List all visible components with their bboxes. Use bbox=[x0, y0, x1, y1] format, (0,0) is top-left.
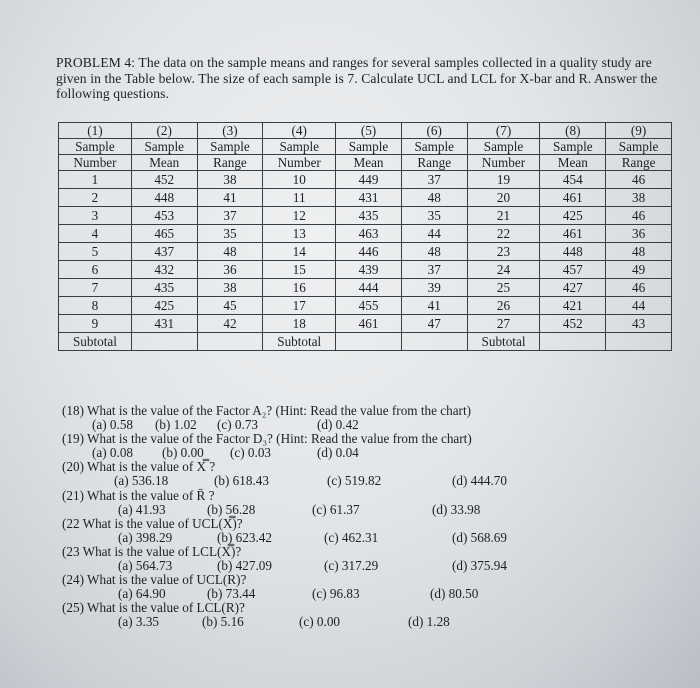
option-c: (c) 96.83 bbox=[312, 586, 360, 602]
header-cell: Sample bbox=[606, 139, 672, 155]
table-row bbox=[59, 189, 672, 207]
table-cell: 15 bbox=[263, 261, 336, 279]
options-23 bbox=[62, 559, 662, 573]
table-cell: 457 bbox=[540, 261, 606, 279]
table-cell: 38 bbox=[197, 279, 263, 297]
subtotal-label: Subtotal bbox=[263, 333, 336, 351]
table-cell: 35 bbox=[197, 225, 263, 243]
subtotal-label: Subtotal bbox=[59, 333, 132, 351]
table-cell: 449 bbox=[336, 171, 402, 189]
table-cell: 455 bbox=[336, 297, 402, 315]
option-a: (a) 0.58 bbox=[92, 417, 134, 433]
header-cell: Sample bbox=[131, 139, 197, 155]
table-cell: 425 bbox=[540, 207, 606, 225]
option-d: (d) 0.04 bbox=[317, 445, 359, 461]
option-d: (d) 0.42 bbox=[317, 417, 359, 433]
table-cell: 452 bbox=[540, 315, 606, 333]
table-cell: 46 bbox=[606, 279, 672, 297]
table-cell: 37 bbox=[197, 207, 263, 225]
table-cell: 21 bbox=[467, 207, 540, 225]
header-cell: (4) bbox=[263, 123, 336, 139]
option-d: (d) 33.98 bbox=[432, 501, 481, 517]
table-cell: 427 bbox=[540, 279, 606, 297]
header-cell: Sample bbox=[197, 139, 263, 155]
option-c: (c) 0.73 bbox=[217, 417, 259, 433]
table-cell: 435 bbox=[336, 207, 402, 225]
option-b: (b) 5.16 bbox=[202, 614, 244, 630]
options-22 bbox=[62, 531, 662, 545]
table-cell: 41 bbox=[197, 189, 263, 207]
table-cell: 19 bbox=[467, 171, 540, 189]
table-cell: 446 bbox=[336, 243, 402, 261]
table-cell bbox=[131, 333, 197, 351]
table-cell: 45 bbox=[197, 297, 263, 315]
header-cell: Mean bbox=[540, 155, 606, 171]
header-cell: Number bbox=[467, 155, 540, 171]
table-cell: 463 bbox=[336, 225, 402, 243]
table-cell: 4 bbox=[59, 225, 132, 243]
question-23: (23 What is the value of LCL(X̿)? bbox=[62, 543, 242, 559]
header-cell: Sample bbox=[540, 139, 606, 155]
question-22: (22 What is the value of UCL(X̿)? bbox=[62, 515, 243, 531]
table-cell: 43 bbox=[606, 315, 672, 333]
header-label-row bbox=[59, 139, 672, 155]
table-cell bbox=[336, 333, 402, 351]
table-cell: 18 bbox=[263, 315, 336, 333]
table-cell: 6 bbox=[59, 261, 132, 279]
table-cell: 37 bbox=[401, 171, 467, 189]
table-cell: 23 bbox=[467, 243, 540, 261]
table-row bbox=[59, 225, 672, 243]
question-19: (19) What is the value of the Factor D₃? (Hint: Read the value from the chart) bbox=[62, 431, 472, 447]
option-a: (a) 3.35 bbox=[118, 614, 160, 630]
header-cell: (7) bbox=[467, 123, 540, 139]
table-cell: 48 bbox=[197, 243, 263, 261]
problem-text: PROBLEM 4: The data on the sample means and ranges for several samples collected in a quality study are given in the Table below. The size of each sample is 7. Calculate UCL and LCL for X-bar and R. Answer the following questions. bbox=[56, 55, 658, 101]
option-a: (a) 536.18 bbox=[114, 473, 169, 489]
table-cell: 24 bbox=[467, 261, 540, 279]
table-cell: 454 bbox=[540, 171, 606, 189]
table-cell: 7 bbox=[59, 279, 132, 297]
table-cell: 20 bbox=[467, 189, 540, 207]
header-type-row bbox=[59, 155, 672, 171]
table-row bbox=[59, 279, 672, 297]
option-d: (d) 444.70 bbox=[452, 473, 507, 489]
table-cell: 11 bbox=[263, 189, 336, 207]
subtotal-row bbox=[59, 333, 672, 351]
table-cell: 439 bbox=[336, 261, 402, 279]
option-c: (c) 317.29 bbox=[324, 558, 379, 574]
option-b: (b) 623.42 bbox=[217, 529, 272, 545]
table-cell: 431 bbox=[131, 315, 197, 333]
table-cell: 27 bbox=[467, 315, 540, 333]
table-cell bbox=[401, 333, 467, 351]
option-b: (b) 73.44 bbox=[207, 586, 256, 602]
table-cell: 448 bbox=[540, 243, 606, 261]
table-cell: 421 bbox=[540, 297, 606, 315]
question-21: (21) What is the value of R̄ ? bbox=[62, 487, 215, 503]
options-19 bbox=[62, 446, 662, 460]
header-cell: Mean bbox=[336, 155, 402, 171]
table-cell: 452 bbox=[131, 171, 197, 189]
table-cell: 38 bbox=[197, 171, 263, 189]
header-cell: (3) bbox=[197, 123, 263, 139]
table-cell: 437 bbox=[131, 243, 197, 261]
header-cell: Sample bbox=[401, 139, 467, 155]
header-cell: (6) bbox=[401, 123, 467, 139]
header-cell: Range bbox=[606, 155, 672, 171]
table-cell bbox=[540, 333, 606, 351]
table-cell: 46 bbox=[606, 207, 672, 225]
table-row bbox=[59, 297, 672, 315]
table-cell: 16 bbox=[263, 279, 336, 297]
problem-statement bbox=[56, 55, 666, 102]
option-a: (a) 0.08 bbox=[92, 445, 134, 461]
option-c: (c) 0.00 bbox=[299, 614, 341, 630]
option-c: (c) 61.37 bbox=[312, 501, 360, 517]
question-list bbox=[62, 404, 662, 630]
table-cell: 1 bbox=[59, 171, 132, 189]
table-cell: 9 bbox=[59, 315, 132, 333]
options-25 bbox=[62, 615, 662, 629]
table-cell: 36 bbox=[197, 261, 263, 279]
table-cell: 448 bbox=[131, 189, 197, 207]
option-c: (c) 519.82 bbox=[327, 473, 382, 489]
table-cell bbox=[606, 333, 672, 351]
header-cell: Sample bbox=[467, 139, 540, 155]
table-cell: 35 bbox=[401, 207, 467, 225]
table-cell: 13 bbox=[263, 225, 336, 243]
header-cell: (1) bbox=[59, 123, 132, 139]
table-cell: 25 bbox=[467, 279, 540, 297]
option-a: (a) 564.73 bbox=[118, 558, 173, 574]
table-cell: 36 bbox=[606, 225, 672, 243]
table-cell: 3 bbox=[59, 207, 132, 225]
table-cell: 8 bbox=[59, 297, 132, 315]
header-cell: Number bbox=[59, 155, 132, 171]
options-20 bbox=[62, 474, 662, 488]
option-b: (b) 0.00 bbox=[162, 445, 204, 461]
question-18: (18) What is the value of the Factor A₂? (Hint: Read the value from the chart) bbox=[62, 403, 471, 418]
data-table bbox=[58, 122, 672, 351]
table-cell: 461 bbox=[540, 225, 606, 243]
option-a: (a) 41.93 bbox=[118, 501, 166, 517]
header-cell: Sample bbox=[336, 139, 402, 155]
table-cell: 5 bbox=[59, 243, 132, 261]
header-cell: Sample bbox=[263, 139, 336, 155]
question-24: (24) What is the value of UCL(R)? bbox=[62, 572, 247, 588]
options-24 bbox=[62, 587, 662, 601]
header-cell: Number bbox=[263, 155, 336, 171]
table-cell: 49 bbox=[606, 261, 672, 279]
table-cell: 432 bbox=[131, 261, 197, 279]
option-b: (b) 56.28 bbox=[207, 501, 256, 517]
option-d: (d) 375.94 bbox=[452, 558, 507, 574]
table-cell: 41 bbox=[401, 297, 467, 315]
table-cell: 14 bbox=[263, 243, 336, 261]
table-row bbox=[59, 207, 672, 225]
header-cell: (9) bbox=[606, 123, 672, 139]
subtotal-label: Subtotal bbox=[467, 333, 540, 351]
option-a: (a) 64.90 bbox=[118, 586, 166, 602]
table-cell: 48 bbox=[606, 243, 672, 261]
table-cell: 42 bbox=[197, 315, 263, 333]
option-b: (b) 618.43 bbox=[214, 473, 269, 489]
question-20: (20) What is the value of X̿ ? bbox=[62, 459, 216, 475]
table-cell: 22 bbox=[467, 225, 540, 243]
option-d: (d) 80.50 bbox=[430, 586, 479, 602]
table-cell: 26 bbox=[467, 297, 540, 315]
table-row bbox=[59, 261, 672, 279]
header-cell: (8) bbox=[540, 123, 606, 139]
table-row bbox=[59, 315, 672, 333]
header-cell: (5) bbox=[336, 123, 402, 139]
option-d: (d) 1.28 bbox=[408, 614, 450, 630]
table-cell: 465 bbox=[131, 225, 197, 243]
option-c: (c) 462.31 bbox=[324, 529, 379, 545]
option-a: (a) 398.29 bbox=[118, 529, 173, 545]
table-cell: 17 bbox=[263, 297, 336, 315]
options-21 bbox=[62, 503, 662, 517]
table-cell bbox=[197, 333, 263, 351]
table-row bbox=[59, 171, 672, 189]
header-number-row bbox=[59, 123, 672, 139]
table-cell: 47 bbox=[401, 315, 467, 333]
table-cell: 37 bbox=[401, 261, 467, 279]
table-cell: 46 bbox=[606, 171, 672, 189]
table-cell: 48 bbox=[401, 243, 467, 261]
options-18 bbox=[62, 418, 662, 432]
table-cell: 44 bbox=[606, 297, 672, 315]
table-cell: 461 bbox=[540, 189, 606, 207]
table-cell: 425 bbox=[131, 297, 197, 315]
header-cell: (2) bbox=[131, 123, 197, 139]
table-cell: 431 bbox=[336, 189, 402, 207]
table-cell: 38 bbox=[606, 189, 672, 207]
table-cell: 39 bbox=[401, 279, 467, 297]
option-d: (d) 568.69 bbox=[452, 529, 507, 545]
header-cell: Sample bbox=[59, 139, 132, 155]
header-cell: Range bbox=[197, 155, 263, 171]
table-cell: 444 bbox=[336, 279, 402, 297]
option-c: (c) 0.03 bbox=[230, 445, 272, 461]
option-b: (b) 427.09 bbox=[217, 558, 272, 574]
table-cell: 453 bbox=[131, 207, 197, 225]
table-cell: 10 bbox=[263, 171, 336, 189]
question-25: (25) What is the value of LCL(R)? bbox=[62, 600, 245, 616]
table-row bbox=[59, 243, 672, 261]
table-cell: 435 bbox=[131, 279, 197, 297]
table-cell: 2 bbox=[59, 189, 132, 207]
table-cell: 12 bbox=[263, 207, 336, 225]
table-cell: 48 bbox=[401, 189, 467, 207]
header-cell: Mean bbox=[131, 155, 197, 171]
table-cell: 44 bbox=[401, 225, 467, 243]
table-cell: 461 bbox=[336, 315, 402, 333]
header-cell: Range bbox=[401, 155, 467, 171]
option-b: (b) 1.02 bbox=[155, 417, 197, 433]
